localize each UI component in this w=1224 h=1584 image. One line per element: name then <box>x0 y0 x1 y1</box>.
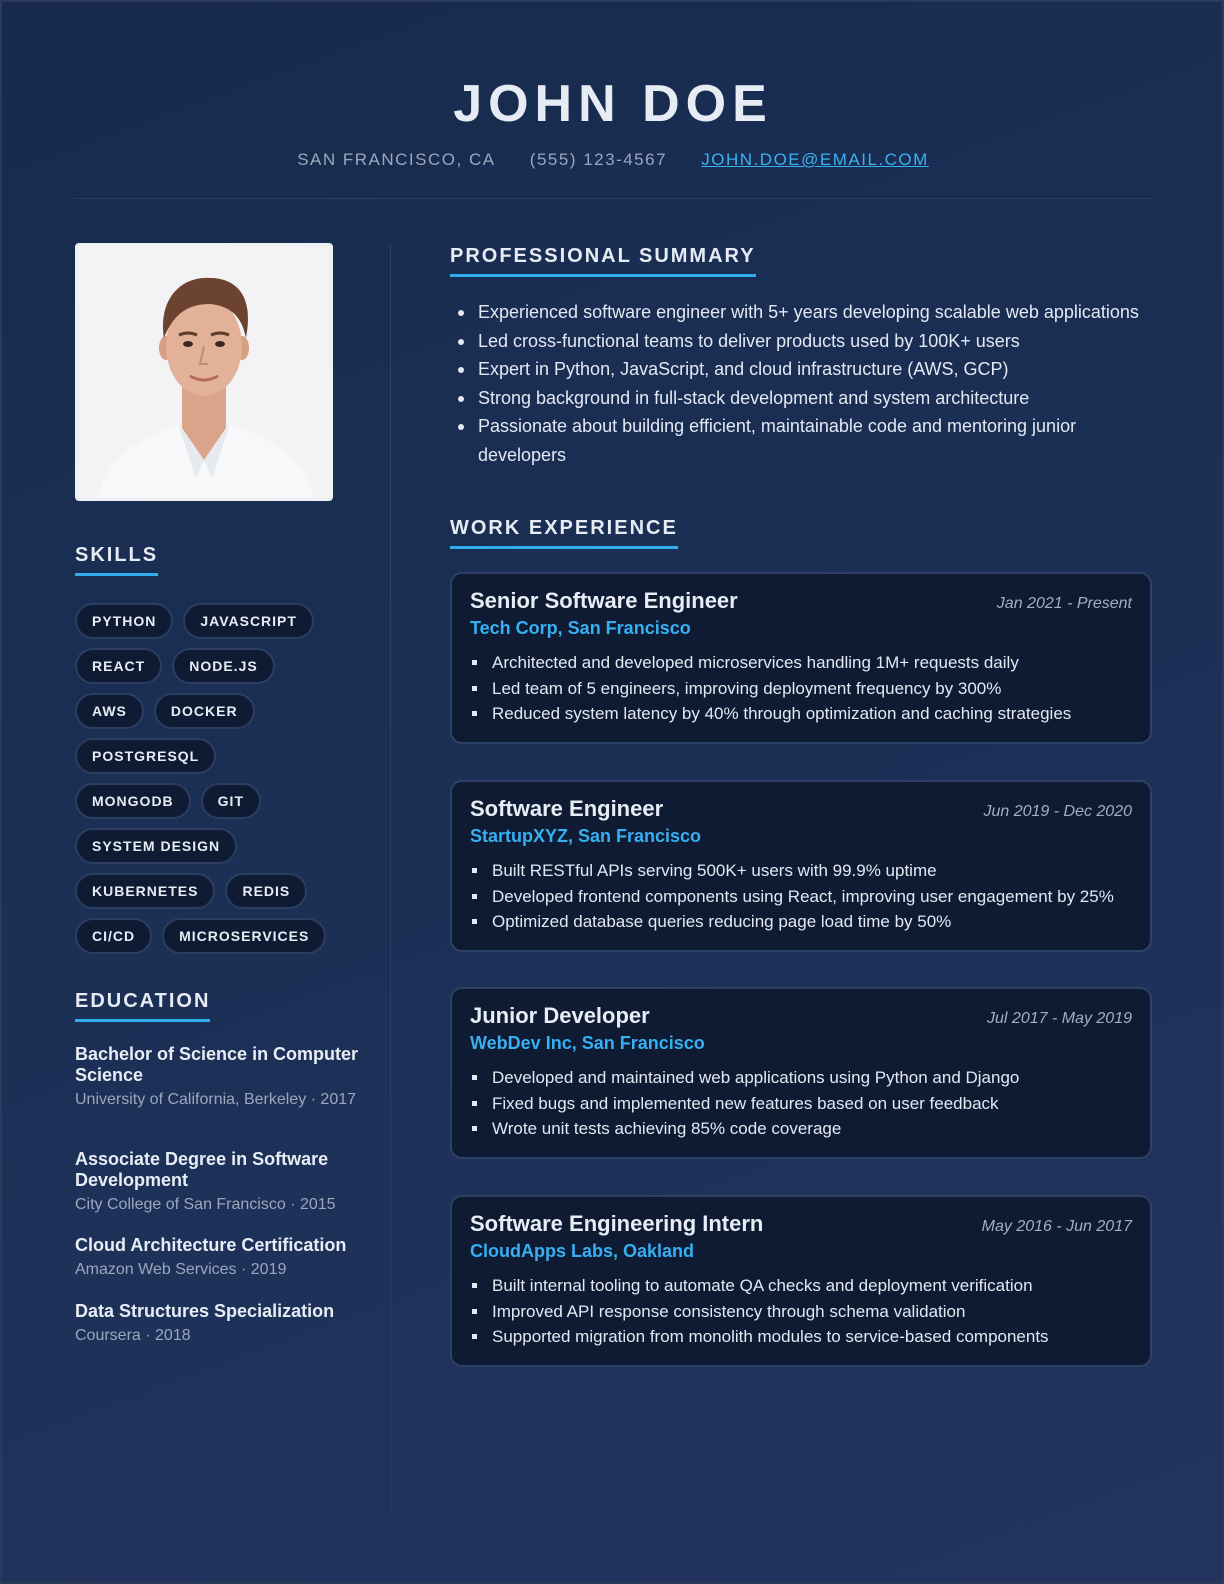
job-bullets <box>470 1065 1140 1142</box>
job-bullets <box>470 650 1140 727</box>
contact-line <box>74 149 1152 171</box>
skill-chip: CI/CD <box>75 918 152 954</box>
skill-chip: POSTGRESQL <box>75 738 216 774</box>
job-dates: Jun 2019 - Dec 2020 <box>983 803 1132 820</box>
education-detail: Amazon Web Services · 2019 <box>75 1261 287 1278</box>
job-bullet: Led team of 5 engineers, improving deployment frequency by 300% <box>470 676 1140 702</box>
phone-text: (555) 123-4567 <box>529 150 668 169</box>
summary-list <box>456 298 1156 469</box>
education-item <box>75 1235 365 1279</box>
job-dates: May 2016 - Jun 2017 <box>981 1218 1132 1235</box>
job-role: Software Engineering Intern <box>470 1211 764 1236</box>
education-detail: Coursera · 2018 <box>75 1327 191 1344</box>
skills-heading: SKILLS <box>75 543 158 576</box>
education-degree: Associate Degree in Software Development <box>75 1149 329 1190</box>
column-divider <box>390 244 391 1512</box>
job-card <box>450 780 1152 952</box>
education-heading: EDUCATION <box>75 989 210 1022</box>
education-item <box>75 1149 365 1214</box>
skill-row <box>75 603 365 648</box>
job-bullets <box>470 1273 1140 1350</box>
job-bullet: Reduced system latency by 40% through optimization and caching strategies <box>470 701 1140 727</box>
education-degree: Bachelor of Science in Computer Science <box>75 1044 359 1085</box>
job-company: Tech Corp, San Francisco <box>470 618 691 638</box>
skill-row <box>75 648 365 693</box>
job-bullet: Architected and developed microservices handling 1M+ requests daily <box>470 650 1140 676</box>
summary-item: Strong background in full-stack development and system architecture <box>456 384 1156 413</box>
job-bullet: Built RESTful APIs serving 500K+ users with 99.9% uptime <box>470 858 1140 884</box>
skill-chip: NODE.JS <box>172 648 274 684</box>
education-detail: University of California, Berkeley · 2017 <box>75 1091 357 1108</box>
portrait-icon <box>78 246 330 498</box>
skill-chip: PYTHON <box>75 603 173 639</box>
job-bullet: Supported migration from monolith modules to service-based components <box>470 1324 1140 1350</box>
resume-header <box>74 2 1152 199</box>
location-text: SAN FRANCISCO, CA <box>297 150 496 169</box>
job-bullet: Developed and maintained web applications using Python and Django <box>470 1065 1140 1091</box>
skill-row <box>75 828 365 873</box>
email-link[interactable]: JOHN.DOE@EMAIL.COM <box>701 150 929 169</box>
job-role: Senior Software Engineer <box>470 588 738 613</box>
candidate-name: JOHN DOE <box>453 75 773 133</box>
skill-chip: JAVASCRIPT <box>183 603 314 639</box>
skill-chip: SYSTEM DESIGN <box>75 828 237 864</box>
job-company: WebDev Inc, San Francisco <box>470 1033 705 1053</box>
skill-chip: KUBERNETES <box>75 873 215 909</box>
job-card <box>450 572 1152 744</box>
job-bullets <box>470 858 1140 935</box>
job-dates: Jan 2021 - Present <box>996 595 1132 612</box>
skill-chip: REDIS <box>225 873 307 909</box>
summary-item: Expert in Python, JavaScript, and cloud infrastructure (AWS, GCP) <box>456 355 1156 384</box>
education-degree: Cloud Architecture Certification <box>75 1235 347 1255</box>
job-bullet: Built internal tooling to automate QA checks and deployment verification <box>470 1273 1140 1299</box>
skill-row <box>75 873 365 918</box>
job-company: CloudApps Labs, Oakland <box>470 1241 695 1261</box>
job-card <box>450 987 1152 1159</box>
job-company: StartupXYZ, San Francisco <box>470 826 702 846</box>
job-bullet: Optimized database queries reducing page load time by 50% <box>470 909 1140 935</box>
education-item <box>75 1301 365 1345</box>
skill-chip: GIT <box>201 783 261 819</box>
experience-heading: WORK EXPERIENCE <box>450 516 678 549</box>
job-bullet: Fixed bugs and implemented new features based on user feedback <box>470 1091 1140 1117</box>
profile-photo <box>75 243 333 501</box>
skill-chip: REACT <box>75 648 162 684</box>
skill-chip: AWS <box>75 693 144 729</box>
summary-item: Passionate about building efficient, maintainable code and mentoring junior developers <box>456 412 1156 469</box>
summary-item: Experienced software engineer with 5+ years developing scalable web applications <box>456 298 1156 327</box>
skill-chip: MONGODB <box>75 783 191 819</box>
job-card <box>450 1195 1152 1367</box>
skill-row <box>75 738 365 783</box>
education-degree: Data Structures Specialization <box>75 1301 335 1321</box>
summary-item: Led cross-functional teams to deliver products used by 100K+ users <box>456 327 1156 356</box>
skill-row <box>75 693 365 738</box>
job-bullet: Wrote unit tests achieving 85% code coverage <box>470 1116 1140 1142</box>
job-dates: Jul 2017 - May 2019 <box>987 1010 1132 1027</box>
skills-list <box>75 603 365 963</box>
job-bullet: Improved API response consistency through schema validation <box>470 1299 1140 1325</box>
job-bullet: Developed frontend components using React, improving user engagement by 25% <box>470 884 1140 910</box>
summary-heading: PROFESSIONAL SUMMARY <box>450 244 756 277</box>
skill-chip: DOCKER <box>154 693 255 729</box>
education-item <box>75 1044 365 1109</box>
skill-row <box>75 783 365 828</box>
job-role: Software Engineer <box>470 796 664 821</box>
education-detail: City College of San Francisco · 2015 <box>75 1196 336 1213</box>
skill-chip: MICROSERVICES <box>162 918 326 954</box>
skill-row <box>75 918 365 963</box>
job-role: Junior Developer <box>470 1003 650 1028</box>
